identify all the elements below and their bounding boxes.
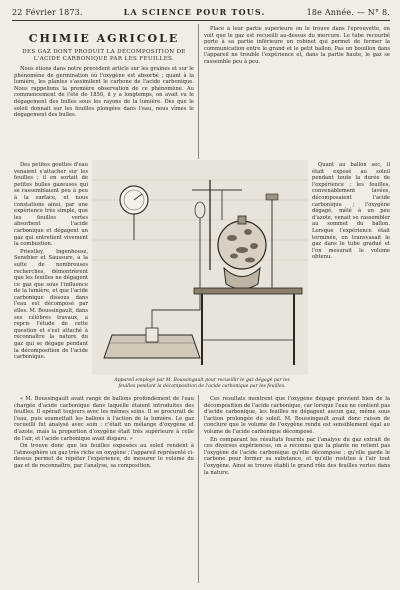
- right-paragraph-4: En comparant les résultats fournis par l'analyse du gaz extrait de ces diverses expériences, on a reconnu que la plante ne retient pas l'oxygène de l'acide carbonique qu'elle décompose ; qu'elle garde le carbone pour former sa substance, et qu'elle restitue à l'air tout l'oxygène. Ainsi se trouve établi le grand rôle des feuilles vertes dans la nature.: [204, 436, 390, 476]
- right-column-top: [204, 26, 390, 158]
- left-paragraph-5: On trouve donc que les feuilles exposées au soleil rendent à l'atmosphère un gaz très riche en oxygène ; l'appareil représenté ci-dessus permet de répéter l'expérience, de mesurer le volume du gaz et de reconnaître, par l'analyse, sa composition.: [14, 443, 194, 469]
- column-separator-bottom: [198, 395, 199, 583]
- right-paragraph-3: Ces résultats montrent que l'oxygène dégagé provient bien de la décomposition de l'acide carbonique, car lorsque l'eau ne contient pas d'acide carbonique, les feuilles ne dégagent aucun gaz, même sous l'action prolongée du soleil. M. Boussingault avait donc raison de conclure que le volume de l'oxygène rendu est sensiblement égal au volume de l'acide carbonique décomposé.: [204, 396, 390, 435]
- left-column-bottom: [14, 396, 194, 584]
- right-paragraph-2: Quant au ballon sec, il était exposé au soleil pendant toute la durée de l'expérience ; les feuilles, convenablement lavées, décomposaient l'acide carbonique ; l'oxygène dégagé, mêlé à un peu d'azote, venait se rassembler au sommet du ballon. Lorsque l'expérience était terminée, on transvasait le gaz dans le tube gradué et l'on mesurait le volume obtenu.: [312, 162, 390, 261]
- left-paragraph-2: Des petites gouttes d'eau venaient s'attacher sur les feuilles ; il en sortait de petites bulles gazeuses qui se rassemblaient peu à peu à la surface, et nous constations ainsi, par une expérience très simple, que les feuilles vertes absorbent l'acide carbonique et dégagent un gaz qui entretient vivement la combustion.: [14, 162, 88, 248]
- journal-title: LA SCIENCE POUR TOUS.: [123, 7, 266, 17]
- article-subheading: DES GAZ DONT PRODUIT LA DÉCOMPOSITION DE L'ACIDE CARBONIQUE PAR LES FEUILLES.: [22, 49, 186, 62]
- header-rule: [12, 20, 390, 21]
- left-paragraph-4: « M. Boussingault avait rangé de ballons profondément de l'eau chargée d'acide carbonique dans laquelle étaient introduites des feuilles. Il opérait toujours avec les mêmes soins. Il se procurait de l'eau, puis soumettait les ballons à l'action de la lumière. Le gaz recueilli fut analysé avec soin : c'était un mélange d'oxygène et d'azote, mais la proportion d'oxygène était très supérieure à celle de l'air, et l'acide carbonique avait disparu. »: [14, 396, 194, 442]
- right-paragraph-1: Placé à leur partie supérieure on le trouve dans l'éprouvette, on voit que le gaz est recueilli au-dessus du mercure. Le tube recourbé porte à sa partie inférieure un robinet qui permet de fermer la communication entre le grand et le petit ballon. Pas un bouillon dans l'appareil ne trouble l'expérience et, dans la partie haute, le gaz se rassemble peu à peu.: [204, 26, 390, 65]
- right-column-narrow: [312, 162, 390, 388]
- figure-caption: Appareil employé par M. Boussingault pour recueillir le gaz dégagé par les feuilles pendant la décomposition de l'acide carbonique par les feuilles.: [114, 378, 290, 389]
- left-column-intro: [14, 66, 194, 160]
- issue-number: 18e Année. — N° 8.: [306, 7, 390, 17]
- page-header: [12, 6, 390, 18]
- left-paragraph-1: Nous étions dans notre précédent article sur les graines et sur le phénomène de germination où l'oxygène est absorbé ; quant à la lumière, les plantes s'assimilent le carbone de l'acide carbonique. Nous rappelions la première observation de ce phénomène. Au commencement de l'été de 1850, il y a longtemps, on avait vu le dégagement des bulles sous les rayons de la lumière. Dès que le soleil donnait sur les feuilles plongées dans l'eau, nous vîmes le dégagement des bulles.: [14, 66, 194, 119]
- issue-date: 22 Février 1873.: [12, 7, 83, 17]
- apparatus-illustration: [92, 160, 308, 375]
- right-column-bottom: [204, 396, 390, 584]
- column-separator-top: [198, 24, 199, 159]
- left-column-narrow: [14, 162, 88, 388]
- section-title: CHIMIE AGRICOLE: [28, 32, 180, 45]
- left-paragraph-3: Priestley, Ingenhousz, Senebier et Saussure, à la suite de nombreuses recherches, démontrèrent que les feuilles ne dégagent ce gaz que sous l'influence de la lumière, et que l'acide carbonique dissous dans l'eau est décomposé par elles. M. Boussingault, dans ses célèbres travaux, a repris l'étude de cette question et s'est attaché à reconnaître la nature du gaz qui se dégage pendant la décomposition de l'acide carbonique.: [14, 248, 88, 361]
